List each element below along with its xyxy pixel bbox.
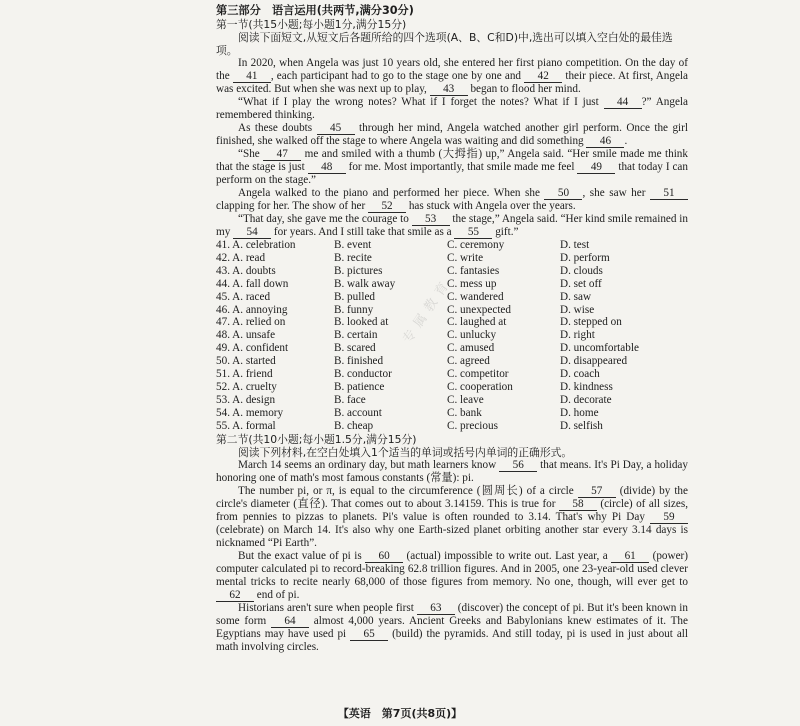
option-42-C: C. write	[447, 251, 484, 264]
passage-text: Angela walked to the piano and performed her piece. When she	[238, 187, 545, 199]
passage-text: (build) the pyramids. And still today, pi is used in just about all math involving circles.	[216, 627, 688, 653]
passage-text: , each participant had to go to the stage one by one and	[270, 70, 525, 82]
option-48-C: C. unlucky	[447, 329, 497, 342]
option-50-B: B. finished	[334, 355, 384, 368]
paragraph	[216, 459, 688, 485]
blank-48: 48	[308, 162, 346, 174]
passage-text: The number pi, or π, is equal to the circumference (圆周长) of a circle	[238, 484, 578, 497]
option-52-C: C. cooperation	[447, 380, 513, 393]
option-43-B: B. pictures	[334, 264, 383, 277]
passage-text: (power) computer calculated pi to record-breaking 62.8 trillion figures. And in 2005, one 23-year-old used clever mental tricks to recite nearly 68,000 of those figures from memory. No one, though, will ever get to	[216, 549, 689, 588]
option-49-B: B. scared	[334, 342, 376, 355]
blank-63: 63	[417, 603, 455, 615]
option-53-C: C. leave	[447, 393, 484, 406]
option-43-D: D. clouds	[560, 264, 603, 277]
option-41-C: C. ceremony	[447, 239, 505, 251]
option-54-C: C. bank	[447, 406, 482, 419]
paragraph	[216, 213, 688, 239]
option-43-A: 43. A. doubts	[216, 264, 276, 277]
option-41-D: D. test	[560, 239, 590, 251]
blank-47: 47	[263, 149, 301, 161]
section2-header: 第二节(共10小题;每小题1.5分,满分15分)	[216, 432, 417, 446]
passage-text: the stage,” Angela said. “Her kind smile remained in my	[216, 213, 688, 238]
section1-passage	[216, 57, 688, 239]
option-45-B: B. pulled	[334, 290, 376, 303]
blank-64: 64	[271, 616, 309, 628]
passage-text: (celebrate) on March 14. It's also why one Earth-sized planet orbiting another star every 3.14 days is nicknamed “Pi Earth”.	[216, 523, 688, 549]
blank-45: 45	[317, 123, 355, 135]
blank-56: 56	[499, 460, 537, 472]
watermark: 专属教育	[400, 274, 456, 347]
passage-text: for years. And I still take that smile as a	[271, 226, 455, 238]
option-42-B: B. recite	[334, 251, 372, 264]
blank-49: 49	[577, 162, 615, 174]
option-42-A: 42. A. read	[216, 251, 266, 264]
option-54-D: D. home	[560, 406, 599, 419]
blank-41: 41	[233, 71, 271, 83]
option-46-A: 46. A. annoying	[216, 303, 288, 316]
option-44-C: C. mess up	[447, 277, 497, 290]
passage-text: As these doubts	[238, 122, 317, 134]
paragraph	[216, 187, 688, 213]
passage-text: (actual) impossible to write out. Last year, a	[403, 549, 612, 562]
option-45-D: D. saw	[560, 290, 592, 303]
passage-text: gift.”	[492, 226, 519, 238]
blank-57: 57	[578, 486, 616, 498]
blank-61: 61	[611, 551, 649, 563]
option-53-D: D. decorate	[560, 393, 612, 406]
passage-text: “That day, she gave me the courage to	[238, 213, 412, 225]
option-55-B: B. cheap	[334, 419, 374, 432]
paragraph	[216, 96, 688, 122]
option-51-B: B. conductor	[334, 368, 392, 381]
option-55-C: C. precious	[447, 419, 498, 432]
passage-text: that today I can perform on the stage.”	[216, 161, 688, 186]
option-51-A: 51. A. friend	[216, 368, 273, 381]
option-54-B: B. account	[334, 406, 382, 419]
passage-text: began to flood her mind.	[467, 83, 581, 95]
passage-text: .	[624, 135, 628, 147]
option-47-D: D. stepped on	[560, 316, 622, 329]
paragraph	[216, 602, 688, 654]
passage-text: their piece. At first, Angela was excited. But when she was next up to play,	[216, 70, 688, 95]
option-46-B: B. funny	[334, 303, 374, 316]
blank-53: 53	[412, 214, 450, 226]
page-footer: 【英语 第7页(共8页)】	[337, 707, 463, 720]
blank-59: 59	[650, 512, 688, 524]
paragraph	[216, 122, 688, 148]
section1-header: 第一节(共15小题;每小题1分,满分15分)	[216, 18, 407, 31]
option-43-C: C. fantasies	[447, 264, 500, 277]
option-44-D: D. set off	[560, 277, 602, 290]
blank-43: 43	[430, 84, 468, 96]
option-52-A: 52. A. cruelty	[216, 380, 277, 393]
option-50-D: D. disappeared	[560, 355, 628, 368]
passage-text: clapping for her. The show of her	[216, 200, 369, 212]
passage-text: , she saw her	[582, 187, 650, 199]
option-48-B: B. certain	[334, 329, 378, 342]
option-52-B: B. patience	[334, 380, 385, 393]
passage-text: ?” Angela remembered thinking.	[216, 96, 688, 121]
paragraph	[216, 485, 688, 550]
passage-text: that means. It's Pi Day, a holiday honoring one of math's most famous constants (常量): pi.	[216, 458, 688, 484]
passage-text: But the exact value of pi is	[238, 549, 366, 562]
paragraph	[216, 148, 688, 187]
section2-directions: 阅读下列材料,在空白处填入1个适当的单词或括号内单词的正确形式。	[238, 445, 573, 459]
passage-text: (divide) by the circle's diameter (直径). That comes out to about 3.14159. This is true for	[216, 484, 688, 510]
blank-50: 50	[544, 188, 582, 200]
passage-text: “She	[238, 148, 264, 160]
option-44-B: B. walk away	[334, 277, 396, 290]
paragraph	[216, 57, 688, 96]
option-41-B: B. event	[334, 239, 372, 251]
blank-52: 52	[368, 201, 406, 213]
option-42-D: D. perform	[560, 251, 610, 264]
passage-text: March 14 seems an ordinary day, but math learners know	[238, 458, 500, 471]
section2-passage	[216, 459, 688, 654]
option-46-C: C. unexpected	[447, 303, 511, 316]
option-49-C: C. amused	[447, 342, 495, 355]
passage-text: (circle) of all sizes, from pennies to pizzas to planets. Pi's value is often rounded to 3.14. That's why Pi Day	[216, 497, 688, 523]
section1-directions: 阅读下面短文,从短文后各题所给的四个选项(A、B、C和D)中,选出可以填入空白处的最佳选项。	[216, 31, 673, 57]
passage-text: end of pi.	[254, 588, 300, 601]
passage-text: In 2020, when Angela was just 10 years old, she entered her first piano competition. On the day of the	[216, 57, 688, 82]
option-55-A: 55. A. formal	[216, 419, 276, 432]
blank-60: 60	[365, 551, 403, 563]
blank-54: 54	[233, 227, 271, 239]
option-50-C: C. agreed	[447, 355, 490, 368]
option-49-A: 49. A. confident	[216, 342, 289, 355]
option-46-D: D. wise	[560, 303, 595, 316]
passage-text: “What if I play the wrong notes? What if I forget the notes? What if I just	[238, 96, 604, 108]
passage-text: through her mind, Angela watched another girl perform. Once the girl finished, she walked off the stage to where Angela was waiting and did something	[216, 122, 689, 147]
part-title: 第三部分 语言运用(共两节,满分30分)	[216, 4, 414, 17]
blank-65: 65	[350, 629, 388, 641]
option-48-D: D. right	[560, 329, 595, 342]
option-45-C: C. wandered	[447, 290, 504, 303]
blank-42: 42	[524, 71, 562, 83]
passage-text: me and smiled with a thumb (大拇指) up,” Angela said. “Her smile made me think that the stage is just	[216, 148, 688, 173]
passage-text: for me. Most importantly, that smile made me feel	[345, 161, 578, 173]
option-51-C: C. competitor	[447, 368, 509, 381]
option-47-A: 47. A. relied on	[216, 316, 286, 329]
passage-text: Historians aren't sure when people first	[238, 601, 417, 614]
option-53-A: 53. A. design	[216, 393, 276, 406]
option-53-B: B. face	[334, 393, 366, 406]
blank-51: 51	[650, 188, 688, 200]
option-52-D: D. kindness	[560, 380, 613, 393]
blank-58: 58	[559, 499, 597, 511]
option-55-D: D. selfish	[560, 419, 603, 432]
option-44-A: 44. A. fall down	[216, 277, 289, 290]
option-48-A: 48. A. unsafe	[216, 329, 276, 342]
option-49-D: D. uncomfortable	[560, 342, 639, 355]
option-50-A: 50. A. started	[216, 355, 276, 368]
blank-62: 62	[216, 590, 254, 602]
blank-44: 44	[604, 97, 642, 109]
passage-text: almost 4,000 years. Ancient Greeks and Babylonians knew estimates of it. The Egyptians may have used pi	[216, 614, 688, 640]
options-grid	[216, 239, 688, 433]
option-47-C: C. laughed at	[447, 316, 507, 329]
option-54-A: 54. A. memory	[216, 406, 284, 419]
option-41-A: 41. A. celebration	[216, 239, 296, 251]
option-51-D: D. coach	[560, 368, 600, 381]
blank-46: 46	[586, 136, 624, 148]
paragraph	[216, 550, 688, 602]
option-45-A: 45. A. raced	[216, 290, 271, 303]
option-47-B: B. looked at	[334, 316, 389, 329]
passage-text: (discover) the concept of pi. But it's been known in some form	[216, 601, 689, 627]
blank-55: 55	[454, 227, 492, 239]
passage-text: has stuck with Angela over the years.	[406, 200, 576, 212]
